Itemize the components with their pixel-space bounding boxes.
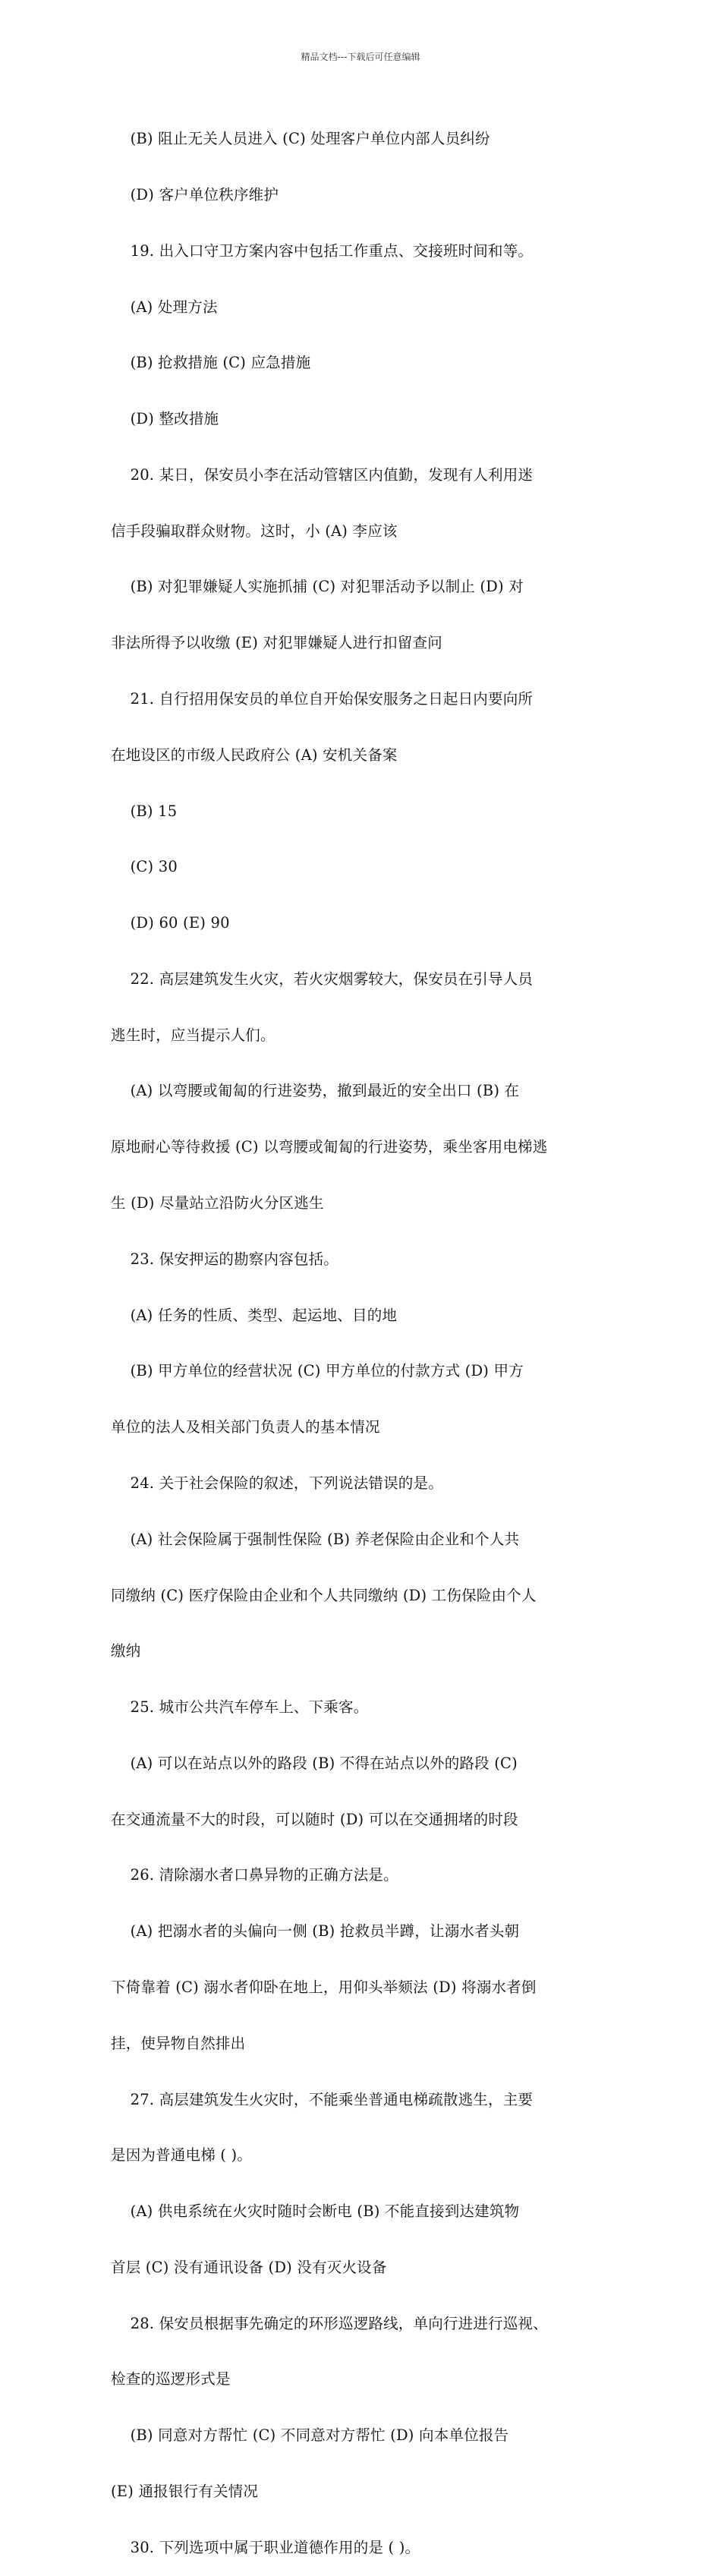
text-line: 挂，使异物自然排出 <box>111 2034 246 2052</box>
question-22: 22. 高层建筑发生火灾，若火灾烟雾较大，保安员在引导人员 <box>111 970 534 988</box>
text-line: (B) 对犯罪嫌疑人实施抓捕 (C) 对犯罪活动予以制止 (D) 对 <box>111 578 524 596</box>
text-line: (A) 把溺水者的头偏向一侧 (B) 抢救员半蹲，让溺水者头朝 <box>111 1922 520 1941</box>
text-line: 生 (D) 尽量站立沿防火分区逃生 <box>111 1194 324 1212</box>
question-28: 28. 保安员根据事先确定的环形巡逻路线，单向行进进行巡视、 <box>111 2314 548 2332</box>
text-line: 缴纳 <box>111 1642 141 1660</box>
text-line: 在交通流量不大的时段，可以随时 (D) 可以在交通拥堵的时段 <box>111 1810 518 1828</box>
text-line: 原地耐心等待救援 (C) 以弯腰或匍匐的行进姿势，乘坐客用电梯逃 <box>111 1138 548 1156</box>
text-line: (B) 15 <box>111 802 178 820</box>
text-line: (D) 整改措施 <box>111 410 219 428</box>
text-line: (E) 通报银行有关情况 <box>111 2483 259 2500</box>
text-line: (A) 供电系统在火灾时随时会断电 (B) 不能直接到达建筑物 <box>111 2202 520 2221</box>
question-26: 26. 清除溺水者口鼻异物的正确方法是。 <box>111 1866 398 1884</box>
text-line: 首层 (C) 没有通讯设备 (D) 没有灭火设备 <box>111 2258 387 2276</box>
question-19: 19. 出入口守卫方案内容中包括工作重点、交接班时间和等。 <box>111 241 534 260</box>
text-line: 单位的法人及相关部门负责人的基本情况 <box>111 1418 380 1436</box>
text-line: (B) 甲方单位的经营状况 (C) 甲方单位的付款方式 (D) 甲方 <box>111 1362 524 1380</box>
text-line: 信手段骗取群众财物。这时，小 (A) 李应该 <box>111 522 398 540</box>
text-line: 逃生时，应当提示人们。 <box>111 1026 275 1044</box>
text-line: (A) 社会保险属于强制性保险 (B) 养老保险由企业和个人共 <box>111 1530 520 1548</box>
text-line: (C) 30 <box>111 858 178 876</box>
question-27: 27. 高层建筑发生火灾时，不能乘坐普通电梯疏散逃生，主要 <box>111 2090 534 2108</box>
question-30: 30. 下列选项中属于职业道德作用的是 ( )。 <box>111 2538 420 2556</box>
text-line: 是因为普通电梯 ( )。 <box>111 2146 253 2165</box>
text-line: (A) 以弯腰或匍匐的行进姿势，撤到最近的安全出口 (B) 在 <box>111 1082 520 1100</box>
text-line: (A) 任务的性质、类型、起运地、目的地 <box>111 1306 398 1324</box>
page-header: 精品文档---下载后可任意编辑 <box>301 52 420 62</box>
question-20: 20. 某日，保安员小李在活动管辖区内值勤，发现有人利用迷 <box>111 465 534 484</box>
text-line: 非法所得予以收缴 (E) 对犯罪嫌疑人进行扣留查问 <box>111 634 442 652</box>
text-line: (D) 客户单位秩序维护 <box>111 185 279 203</box>
text-line: (B) 抢救措施 (C) 应急措施 <box>111 354 311 372</box>
text-line: 同缴纳 (C) 医疗保险由企业和个人共同缴纳 (D) 工伤保险由个人 <box>111 1586 537 1604</box>
document-body <box>111 93 618 2576</box>
text-line: (A) 可以在站点以外的路段 (B) 不得在站点以外的路段 (C) <box>111 1754 518 1772</box>
text-line: (B) 阻止无关人员进入 (C) 处理客户单位内部人员纠纷 <box>111 130 490 148</box>
text-line: (A) 处理方法 <box>111 298 218 316</box>
question-23: 23. 保安押运的勘察内容包括。 <box>111 1250 339 1268</box>
text-line: 检查的巡逻形式是 <box>111 2370 231 2388</box>
question-24: 24. 关于社会保险的叙述，下列说法错误的是。 <box>111 1474 443 1492</box>
text-line: (B) 同意对方帮忙 (C) 不同意对方帮忙 (D) 向本单位报告 <box>111 2426 509 2445</box>
text-line: 在地设区的市级人民政府公 (A) 安机关备案 <box>111 746 398 764</box>
question-25: 25. 城市公共汽车停车上、下乘客。 <box>111 1698 369 1717</box>
question-21: 21. 自行招用保安员的单位自开始保安服务之日起日内要向所 <box>111 690 534 708</box>
text-line: 下倚靠着 (C) 溺水者仰卧在地上，用仰头举颏法 (D) 将溺水者倒 <box>111 1978 537 1996</box>
text-line: (D) 60 (E) 90 <box>111 914 230 932</box>
